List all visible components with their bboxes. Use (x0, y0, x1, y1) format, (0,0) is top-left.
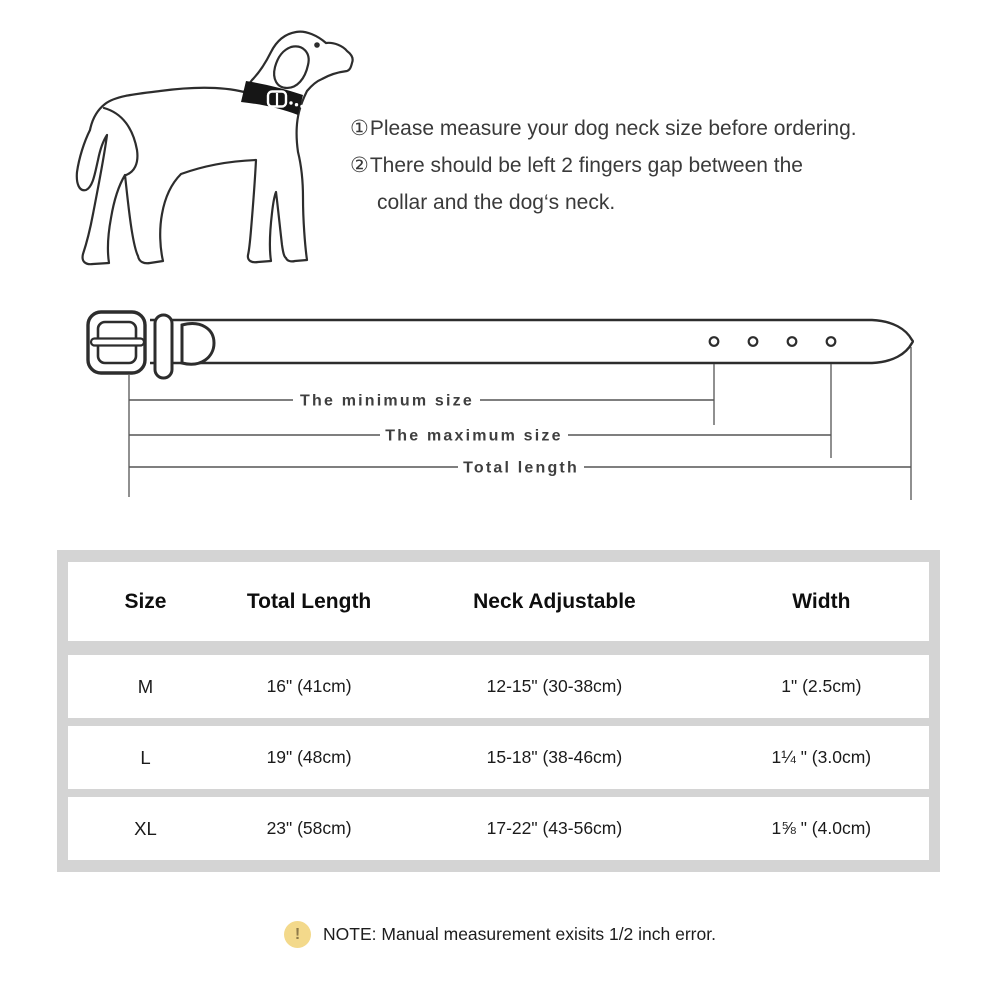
total-length-value: 19" (48cm) (266, 747, 352, 767)
note-text: NOTE: Manual measurement exisits 1/2 inch error. (323, 924, 716, 944)
neck-adjustable-value: 12-15" (30-38cm) (486, 676, 623, 696)
width-value: 1⅝ " (4.0cm) (771, 818, 872, 838)
instructions-block (350, 110, 965, 221)
guide-lines (129, 347, 911, 500)
size-value: M (137, 675, 154, 697)
maximum-size-label: The maximum size (385, 427, 563, 445)
dog-illustration (50, 8, 380, 280)
collar-hole-dot (300, 105, 303, 108)
table-row (68, 655, 929, 718)
width-value: 1¼ " (3.0cm) (771, 747, 872, 767)
neck-adjustable-value: 15-18" (38-46cm) (486, 747, 623, 767)
dog-eye (314, 42, 320, 48)
table-header-row (68, 562, 929, 641)
neck-adjustable-value: 17-22" (43-56cm) (486, 818, 623, 838)
belt-hole (827, 337, 836, 346)
total-length-value: 16" (41cm) (266, 676, 352, 696)
belt-d-ring (182, 324, 214, 365)
belt-hole (788, 337, 797, 346)
instruction-2 (350, 147, 965, 221)
table-row (68, 797, 929, 860)
belt-hole (749, 337, 758, 346)
belt-buckle (88, 312, 145, 373)
circled-number-1: ① (350, 117, 369, 140)
column-header-width: Width (792, 589, 851, 613)
instruction-1 (350, 110, 965, 147)
width-value: 1" (2.5cm) (781, 676, 862, 696)
column-header-size: Size (124, 589, 167, 613)
size-value: XL (134, 817, 157, 839)
size-value: L (140, 746, 151, 768)
warning-exclamation-icon: ! (284, 921, 311, 948)
minimum-size-label: The minimum size (300, 392, 474, 410)
note-row (0, 921, 1000, 948)
buckle-prong (91, 339, 144, 346)
belt-hole (710, 337, 719, 346)
instruction-2-line2: collar and the dog‘s neck. (377, 191, 616, 214)
size-table (57, 550, 940, 872)
collar-hole-dot (289, 101, 292, 104)
total-length-value: 23" (58cm) (266, 818, 352, 838)
collar-measurement-diagram (0, 295, 1000, 520)
dog-outline (77, 32, 353, 265)
instruction-2-line1: There should be left 2 fingers gap between the (369, 154, 803, 177)
belt-keeper-loop (155, 315, 172, 378)
total-length-label: Total length (463, 459, 579, 477)
column-header-total-length: Total Length (246, 589, 372, 613)
table-row (68, 726, 929, 789)
circled-number-2: ② (350, 154, 369, 177)
collar-hole-dot (295, 103, 298, 106)
belt-strap (150, 320, 913, 363)
instruction-1-text: Please measure your dog neck size before ordering. (369, 117, 857, 140)
column-header-neck-adjustable: Neck Adjustable (473, 589, 636, 613)
